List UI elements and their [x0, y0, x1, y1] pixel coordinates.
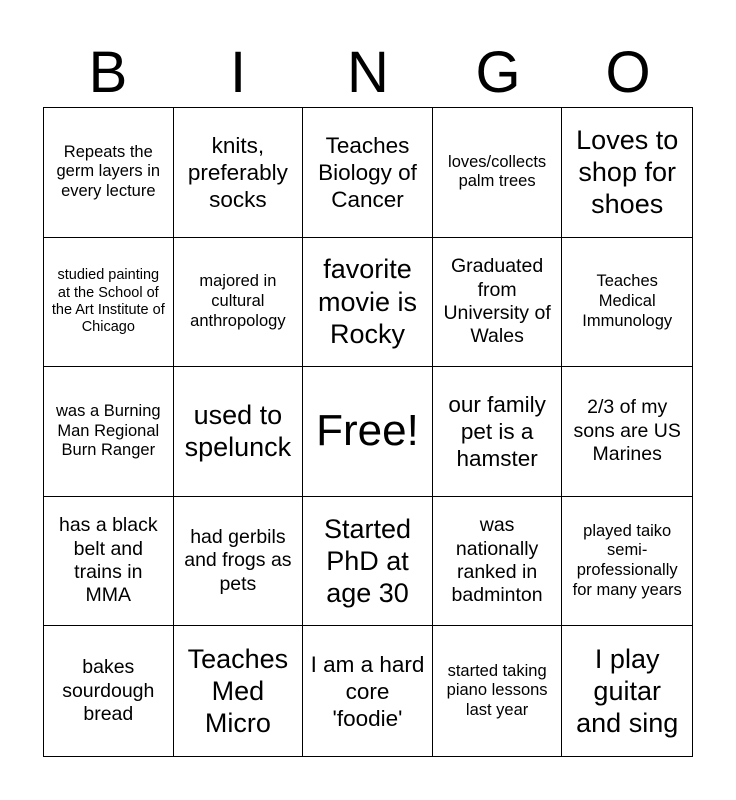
bingo-cell-b4[interactable]: [44, 497, 174, 627]
bingo-cell-b1[interactable]: [44, 108, 174, 238]
bingo-cell-g3[interactable]: [433, 367, 563, 497]
bingo-cell-o2[interactable]: [562, 238, 692, 368]
cell-text: Teaches Medical Immunology: [582, 272, 673, 330]
cell-text: Teaches Med Micro: [187, 643, 289, 739]
bingo-cell-i1[interactable]: [174, 108, 304, 238]
bingo-cell-i5[interactable]: [174, 626, 304, 756]
cell-text: was a Burning Man Regional Burn Ranger: [56, 401, 161, 460]
header-letter-b: B: [88, 40, 128, 105]
bingo-cell-g1[interactable]: [433, 108, 563, 238]
cell-text: loves/collects palm trees: [448, 152, 547, 191]
bingo-cell-b3[interactable]: [44, 367, 174, 497]
bingo-cell-g5[interactable]: [433, 626, 563, 756]
bingo-board: [43, 107, 693, 757]
bingo-cell-o5[interactable]: [562, 626, 692, 756]
cell-text: 2/3 of my sons are US Marines: [573, 396, 681, 466]
bingo-cell-o1[interactable]: [562, 108, 692, 238]
cell-text: Loves to shop for shoes: [576, 124, 679, 220]
bingo-cell-i3[interactable]: [174, 367, 304, 497]
header-letter-o: O: [605, 40, 651, 105]
cell-text: knits, preferably socks: [187, 132, 288, 212]
cell-text: was nationally ranked in badminton: [451, 514, 543, 607]
cell-text: favorite movie is Rocky: [317, 254, 417, 350]
cell-text: Graduated from University of Wales: [443, 255, 551, 348]
cell-text: started taking piano lessons last year: [446, 661, 548, 720]
bingo-cell-g4[interactable]: [433, 497, 563, 627]
cell-text: bakes sourdough bread: [62, 656, 155, 725]
bingo-cell-i4[interactable]: [174, 497, 304, 627]
bingo-cell-n1[interactable]: [303, 108, 433, 238]
cell-text: our family pet is a hamster: [448, 391, 546, 471]
bingo-cell-i2[interactable]: [174, 238, 304, 368]
cell-text: studied painting at the School of the Art Institute of Chicago: [51, 267, 165, 336]
cell-text: Teaches Biology of Cancer: [318, 132, 417, 212]
bingo-cell-n4[interactable]: [303, 497, 433, 627]
cell-text: Started PhD at age 30: [323, 513, 412, 609]
header-letter-i: I: [229, 40, 247, 105]
cell-text: Repeats the germ layers in every lecture: [56, 142, 161, 201]
cell-text: I play guitar and sing: [576, 643, 679, 739]
cell-text: has a black belt and trains in MMA: [58, 514, 158, 607]
cell-text: had gerbils and frogs as pets: [184, 526, 292, 595]
header-letter-g: G: [475, 40, 521, 105]
cell-text: played taiko semi-professionally for many years: [572, 521, 682, 599]
bingo-cell-b2[interactable]: [44, 238, 174, 368]
bingo-cell-n2[interactable]: [303, 238, 433, 368]
header-letter-n: N: [347, 40, 389, 105]
cell-text: used to spelunck: [184, 400, 292, 463]
bingo-cell-o4[interactable]: [562, 497, 692, 627]
free-space-text: Free!: [316, 406, 419, 456]
bingo-cell-n5[interactable]: [303, 626, 433, 756]
cell-text: I am a hard core 'foodie': [310, 651, 425, 731]
cell-text: majored in cultural anthropology: [190, 272, 286, 330]
bingo-cell-o3[interactable]: [562, 367, 692, 497]
bingo-cell-g2[interactable]: [433, 238, 563, 368]
bingo-cell-free[interactable]: [303, 367, 433, 497]
bingo-cell-b5[interactable]: [44, 626, 174, 756]
bingo-header: [43, 40, 693, 106]
